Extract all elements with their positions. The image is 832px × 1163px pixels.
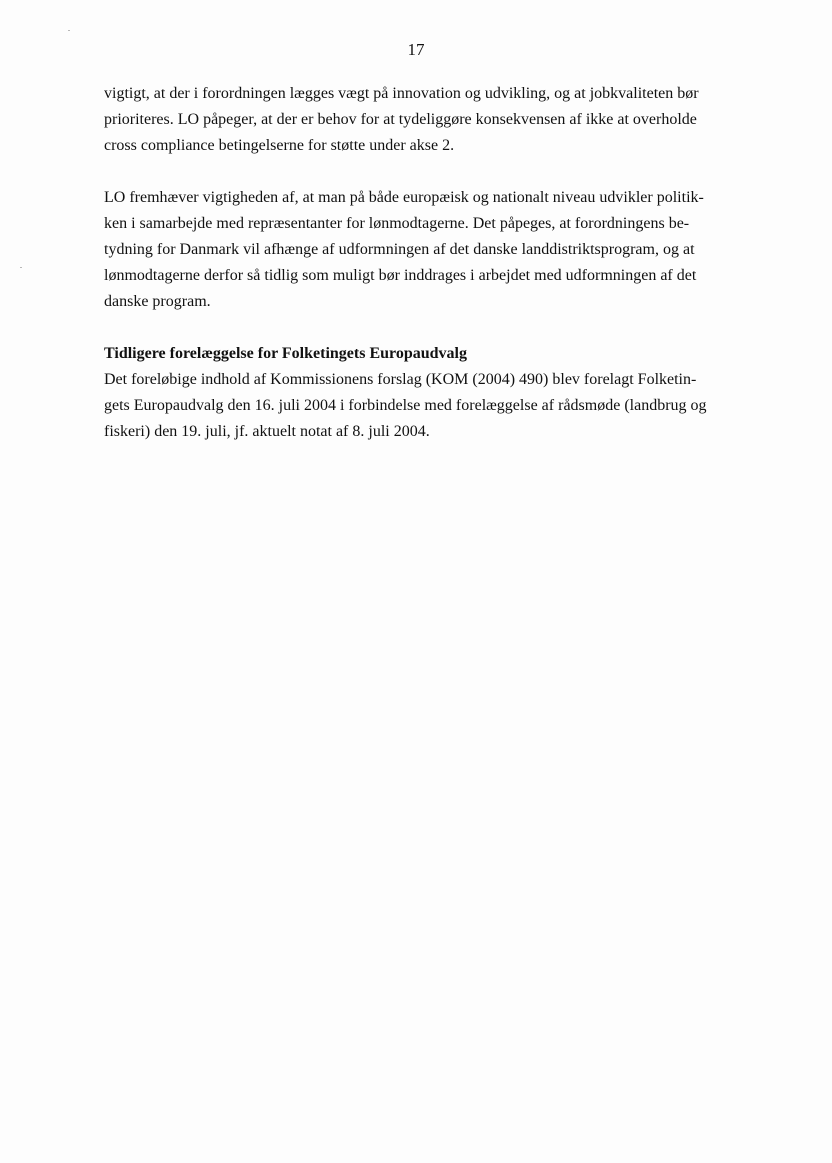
text-line: prioriteres. LO påpeger, at der er behov for at tydeliggøre konsekvensen af ikke at overholde	[104, 111, 697, 128]
text-line: Det foreløbige indhold af Kommissionens forslag (KOM (2004) 490) blev forelagt Folketin-	[104, 371, 697, 388]
text-line: tydning for Danmark vil afhænge af udformningen af det danske landdistriktsprogram, og at	[104, 241, 695, 258]
paragraph-gap	[104, 159, 732, 185]
text-line: fiskeri) den 19. juli, jf. aktuelt notat af 8. juli 2004.	[104, 423, 430, 440]
text-line: lønmodtagerne derfor så tidlig som muligt bør inddrages i arbejdet med udformningen af det	[104, 267, 697, 284]
section-heading: Tidligere forelæggelse for Folketingets Europaudvalg	[104, 345, 467, 362]
section-previous-presentation	[104, 341, 732, 445]
text-line: LO fremhæver vigtigheden af, at man på både europæisk og nationalt niveau udvikler politik-	[104, 189, 704, 206]
text-line: gets Europaudvalg den 16. juli 2004 i forbindelse med forelæggelse af rådsmøde (landbrug og	[104, 397, 707, 414]
text-line: danske program.	[104, 293, 211, 310]
page-number: 17	[407, 40, 425, 59]
scan-speck	[20, 267, 22, 268]
paragraph-1	[104, 81, 732, 159]
text-line: vigtigt, at der i forordningen lægges vægt på innovation og udvikling, og at jobkvaliteten bør	[104, 85, 699, 102]
document-body	[104, 81, 732, 445]
text-line: cross compliance betingelserne for støtte under akse 2.	[104, 137, 455, 154]
paragraph-2	[104, 185, 732, 315]
paragraph-gap	[104, 315, 732, 341]
text-line: ken i samarbejde med repræsentanter for lønmodtagerne. Det påpeges, at forordningens be-	[104, 215, 690, 232]
scan-speck	[68, 30, 70, 31]
